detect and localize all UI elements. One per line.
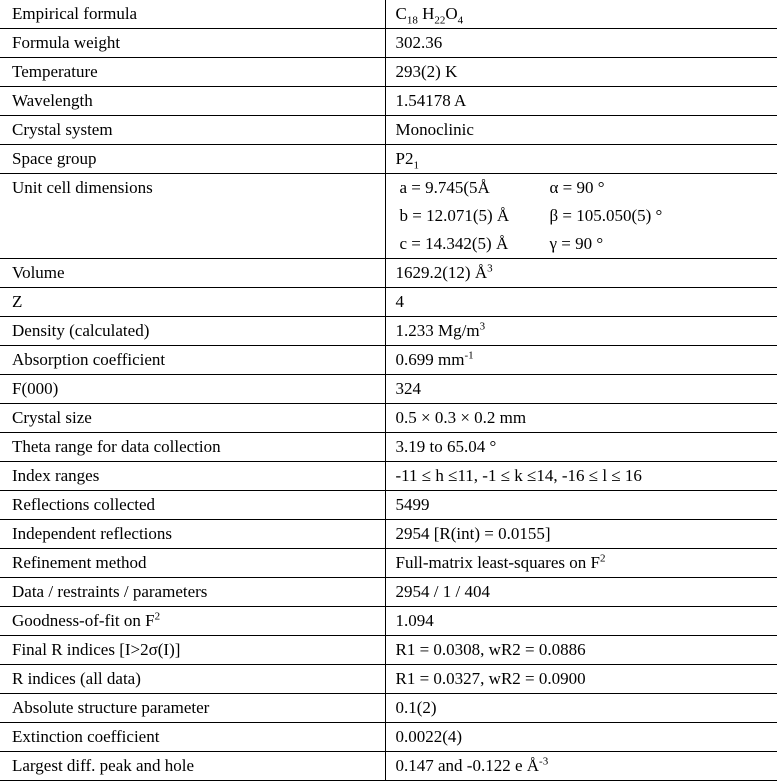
row-label: Crystal size xyxy=(0,404,385,433)
table-row xyxy=(0,752,777,781)
table-row xyxy=(0,58,777,87)
table-row xyxy=(0,723,777,752)
subscript: 18 xyxy=(406,14,418,27)
row-value: 0.147 and -0.122 e $Å^{-3}$ xyxy=(385,752,777,781)
superscript: 2 xyxy=(154,610,161,623)
row-value: 1.094 xyxy=(385,607,777,636)
cell-length: c = 14.342(5) Å xyxy=(399,234,509,253)
unit-cell-line xyxy=(396,230,777,258)
cell-length: b = 12.071(5) Å xyxy=(399,206,510,225)
row-label: Absorption coefficient xyxy=(0,346,385,375)
table-row xyxy=(0,491,777,520)
table-row xyxy=(0,404,777,433)
cell-angle: α = 90 ° xyxy=(549,178,605,197)
superscript: -1 xyxy=(464,349,474,362)
row-label: Extinction coefficient xyxy=(0,723,385,752)
row-value: 2954 [R(int) = 0.0155] xyxy=(385,520,777,549)
subscript: 22 xyxy=(434,14,446,27)
table-row xyxy=(0,433,777,462)
row-label: Theta range for data collection xyxy=(0,433,385,462)
row-value: 5499 xyxy=(385,491,777,520)
row-value: $C_{18}$ $H_{22}O_4$ xyxy=(385,0,777,29)
table-row xyxy=(0,607,777,636)
row-value: $P2_1$ xyxy=(385,145,777,174)
table-row xyxy=(0,636,777,665)
row-label: Density (calculated) xyxy=(0,317,385,346)
row-value: 302.36 xyxy=(385,29,777,58)
row-value: 1.233 $Mg/m^3$ xyxy=(385,317,777,346)
table-row xyxy=(0,375,777,404)
table-row xyxy=(0,0,777,29)
table-row xyxy=(0,346,777,375)
subscript: 4 xyxy=(457,14,464,27)
table-row xyxy=(0,578,777,607)
row-value: R1 = 0.0327, wR2 = 0.0900 xyxy=(385,665,777,694)
cell-angle: β = 105.050(5) ° xyxy=(549,206,663,225)
row-label: Temperature xyxy=(0,58,385,87)
superscript: 3 xyxy=(479,320,486,333)
table-row xyxy=(0,665,777,694)
row-value: 0.0022(4) xyxy=(385,723,777,752)
row-label: Volume xyxy=(0,259,385,288)
unit-cell-line xyxy=(396,174,777,202)
table-row xyxy=(0,116,777,145)
row-label: Wavelength xyxy=(0,87,385,116)
row-label: Reflections collected xyxy=(0,491,385,520)
row-label: Absolute structure parameter xyxy=(0,694,385,723)
table-row xyxy=(0,259,777,288)
row-label: R indices (all data) xyxy=(0,665,385,694)
row-label: F(000) xyxy=(0,375,385,404)
row-label: Formula weight xyxy=(0,29,385,58)
row-label: Unit cell dimensions xyxy=(0,174,385,259)
row-label: Space group xyxy=(0,145,385,174)
cell-angle: γ = 90 ° xyxy=(549,234,604,253)
row-label: Refinement method xyxy=(0,549,385,578)
cell-length: a = 9.745(5Å xyxy=(399,178,490,197)
row-label: Largest diff. peak and hole xyxy=(0,752,385,781)
row-value: 2954 / 1 / 404 xyxy=(385,578,777,607)
superscript: 2 xyxy=(599,552,606,565)
table-row xyxy=(0,29,777,58)
row-label: Index ranges xyxy=(0,462,385,491)
row-label: Z xyxy=(0,288,385,317)
row-value xyxy=(385,174,777,259)
row-value: Monoclinic xyxy=(385,116,777,145)
row-label: Goodness-of-fit on $F^2$ xyxy=(0,607,385,636)
row-value: -11 ≤ h ≤11, -1 ≤ k ≤14, -16 ≤ l ≤ 16 xyxy=(385,462,777,491)
table-row xyxy=(0,317,777,346)
row-value: 0.5 × 0.3 × 0.2 mm xyxy=(385,404,777,433)
row-value: 0.699 $mm^{-1}$ xyxy=(385,346,777,375)
row-value: 4 xyxy=(385,288,777,317)
row-value: 324 xyxy=(385,375,777,404)
row-value: 0.1(2) xyxy=(385,694,777,723)
row-value: 293(2) K xyxy=(385,58,777,87)
table-row xyxy=(0,87,777,116)
row-label: Empirical formula xyxy=(0,0,385,29)
table-row-unit-cell xyxy=(0,174,777,259)
superscript: 3 xyxy=(487,262,493,275)
table-row xyxy=(0,694,777,723)
unit-cell-line xyxy=(396,202,777,230)
row-value: 3.19 to 65.04 ° xyxy=(385,433,777,462)
table-row xyxy=(0,288,777,317)
row-label: Independent reflections xyxy=(0,520,385,549)
table-row xyxy=(0,549,777,578)
table-row xyxy=(0,462,777,491)
row-label: Crystal system xyxy=(0,116,385,145)
row-value: 1.54178 A xyxy=(385,87,777,116)
row-label: Final R indices [I>2σ(I)] xyxy=(0,636,385,665)
row-value: Full-matrix least-squares on $F^2$ xyxy=(385,549,777,578)
table-row xyxy=(0,145,777,174)
table-row xyxy=(0,520,777,549)
row-value: R1 = 0.0308, wR2 = 0.0886 xyxy=(385,636,777,665)
subscript: 1 xyxy=(413,159,419,172)
row-label: Data / restraints / parameters xyxy=(0,578,385,607)
row-value: 1629.2(12) $Å^3$ xyxy=(385,259,777,288)
superscript: -3 xyxy=(539,755,549,768)
